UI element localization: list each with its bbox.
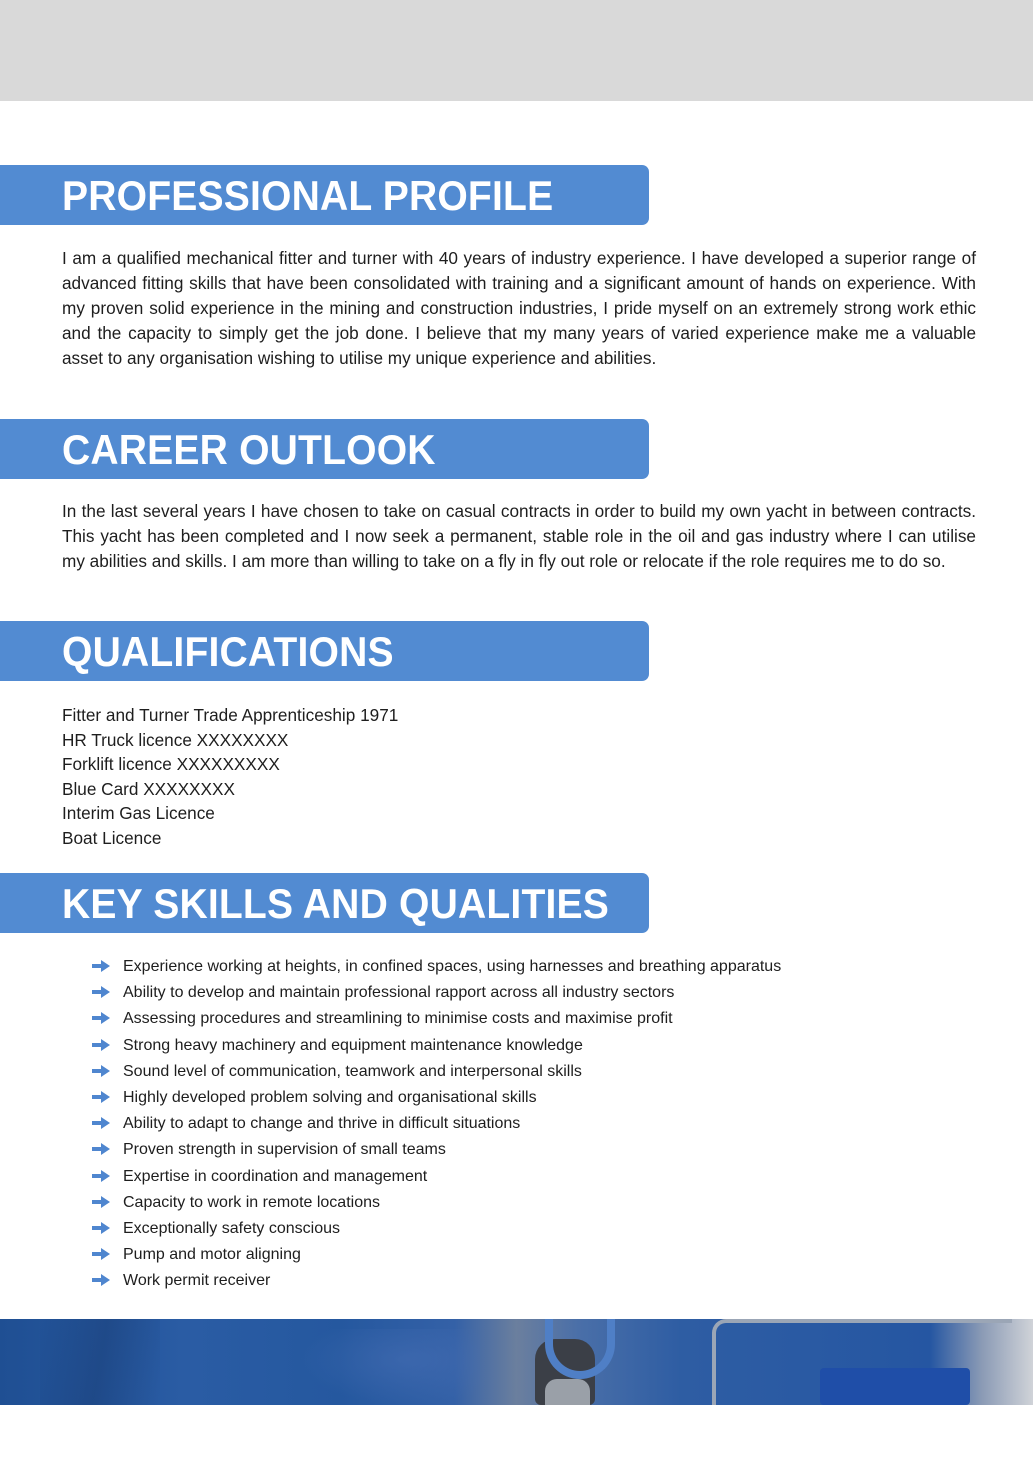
skill-label: Proven strength in supervision of small teams: [123, 1141, 446, 1159]
section-title: PROFESSIONAL PROFILE: [62, 172, 554, 219]
qualification-item: Boat Licence: [62, 827, 162, 848]
arrow-right-icon: [92, 1142, 110, 1156]
arrow-right-icon: [92, 1038, 110, 1052]
arrow-right-icon: [92, 1011, 110, 1025]
arrow-right-icon: [92, 1090, 110, 1104]
machine-box-shape: [820, 1368, 970, 1405]
arrow-right-icon: [92, 1247, 110, 1261]
skill-label: Ability to develop and maintain professional rapport across all industry sectors: [123, 984, 675, 1002]
top-gray-band: [0, 0, 1033, 101]
skill-label: Highly developed problem solving and organisational skills: [123, 1088, 537, 1106]
profile-paragraph: I am a qualified mechanical fitter and turner with 40 years of industry experience. I have developed a superior range of advanced fitting skills that have been consolidated with training and a significant amount of hands on experience. With my proven solid experience in the mining and construction industries, I pride myself on an extremely strong work ethic and the capacity to simply get the job done. I believe that my many years of varied experience make me a valuable asset to any organisation wishing to utilise my unique experience and abilities.: [62, 248, 976, 368]
fabric-highlight-shape: [300, 1329, 480, 1405]
section-header-professional-profile: [0, 165, 649, 225]
qualification-item: Blue Card XXXXXXXX: [62, 778, 235, 799]
qualification-item: HR Truck licence XXXXXXXX: [62, 729, 289, 750]
arrow-right-icon: [92, 1195, 110, 1209]
skill-label: Exceptionally safety conscious: [123, 1219, 340, 1237]
skill-label: Capacity to work in remote locations: [123, 1193, 380, 1211]
skill-label: Assessing procedures and streamlining to minimise costs and maximise profit: [123, 1010, 673, 1028]
glove-cuff-shape: [545, 1379, 590, 1405]
skill-label: Experience working at heights, in confined spaces, using harnesses and breathing apparatus: [123, 958, 782, 975]
career-paragraph: In the last several years I have chosen to take on casual contracts in order to build my own yacht in between contracts. This yacht has been completed and I now seek a permanent, stable role in the oil and gas industry where I can utilise my abilities and skills. I am more than willing to take on a fly in fly out role or relocate if the role requires me to do so.: [62, 501, 976, 571]
qualification-item: Forklift licence XXXXXXXXX: [62, 754, 280, 775]
arrow-right-icon: [92, 1064, 110, 1078]
skill-label: Ability to adapt to change and thrive in difficult situations: [123, 1115, 521, 1133]
arrow-right-icon: [92, 985, 110, 999]
skill-label: Sound level of communication, teamwork and interpersonal skills: [123, 1062, 582, 1080]
skill-label: Strong heavy machinery and equipment maintenance knowledge: [123, 1036, 583, 1054]
qualification-item: Interim Gas Licence: [62, 803, 215, 824]
fabric-fold-shape: [40, 1319, 160, 1405]
footer-photo-banner: [0, 1319, 1033, 1405]
skill-label: Work permit receiver: [123, 1272, 271, 1290]
arrow-right-icon: [92, 1221, 110, 1235]
section-title: QUALIFICATIONS: [62, 628, 394, 675]
qualification-item: Fitter and Turner Trade Apprenticeship 1971: [62, 705, 399, 725]
qualifications-list: [62, 703, 398, 851]
arrow-right-icon: [92, 1273, 110, 1287]
section-header-key-skills: [0, 873, 649, 933]
skill-label: Expertise in coordination and management: [123, 1167, 428, 1185]
arrow-right-icon: [92, 1116, 110, 1130]
section-title: KEY SKILLS AND QUALITIES: [62, 880, 610, 927]
skill-label: Pump and motor aligning: [123, 1246, 301, 1264]
section-header-qualifications: [0, 621, 649, 681]
arrow-right-icon: [92, 959, 110, 973]
arrow-right-icon: [92, 1169, 110, 1183]
section-header-career-outlook: [0, 419, 649, 479]
section-title: CAREER OUTLOOK: [62, 426, 436, 473]
